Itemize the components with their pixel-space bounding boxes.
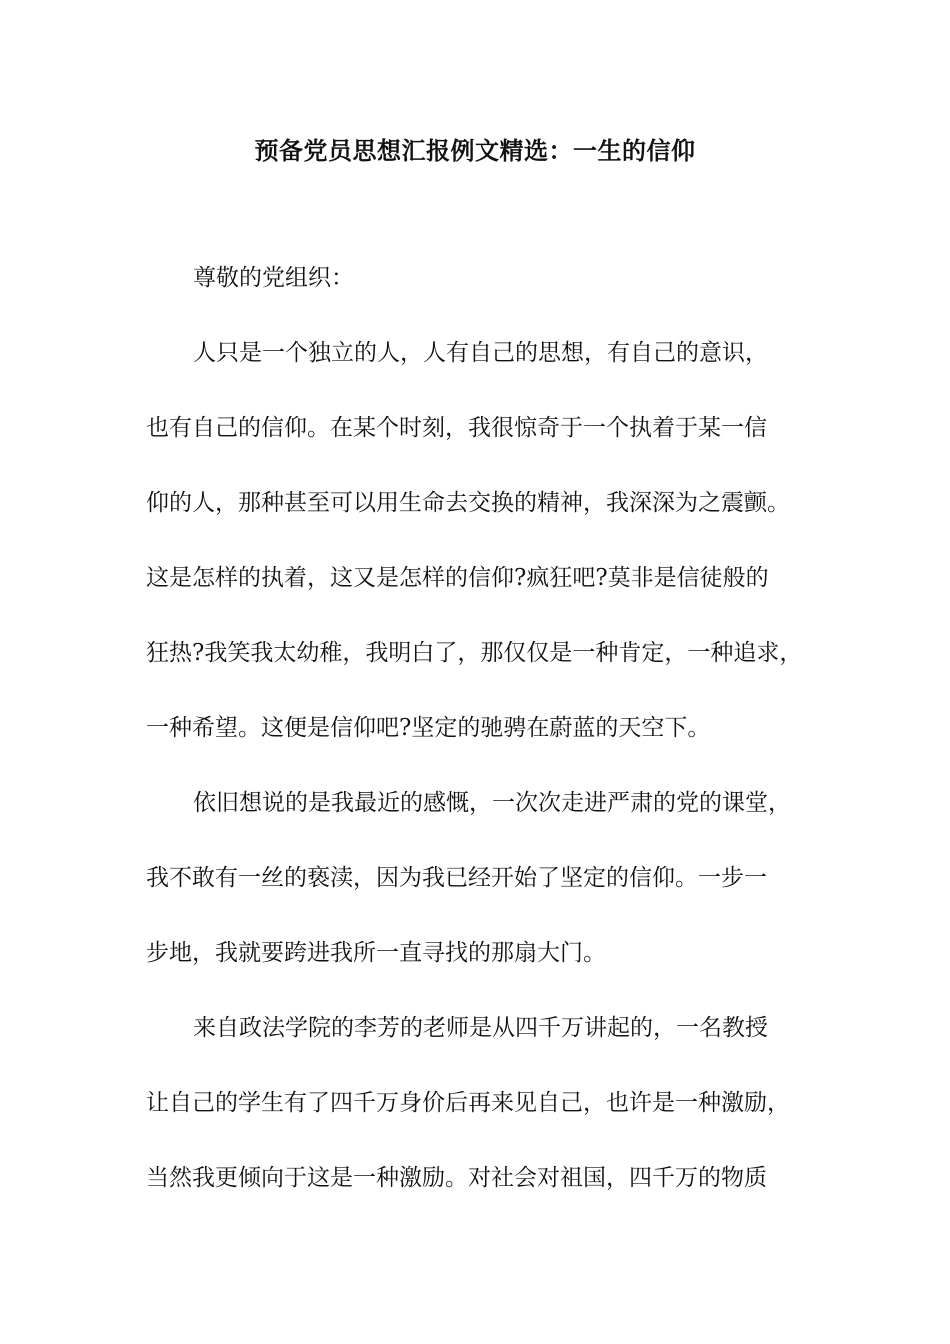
paragraph-1-line-6: 一种希望。这便是信仰吧?坚定的驰骋在蔚蓝的天空下。: [146, 715, 711, 741]
paragraph-1-line-1: 人只是一个独立的人，人有自己的思想，有自己的意识，: [193, 340, 768, 366]
paragraph-1-line-4: 这是怎样的执着，这又是怎样的信仰?疯狂吧?莫非是信徒般的: [146, 565, 769, 591]
paragraph-2-line-2: 我不敢有一丝的亵渎，因为我已经开始了坚定的信仰。一步一: [146, 865, 767, 891]
paragraph-3-line-1: 来自政法学院的李芳的老师是从四千万讲起的，一名教授: [193, 1015, 768, 1041]
paragraph-1-line-2: 也有自己的信仰。在某个时刻，我很惊奇于一个执着于某一信: [146, 415, 767, 441]
paragraph-2-line-1: 依旧想说的是我最近的感慨，一次次走进严肃的党的课堂，: [193, 790, 791, 816]
paragraph-2-line-3: 步地，我就要跨进我所一直寻找的那扇大门。: [146, 940, 606, 966]
document-title: 预备党员思想汇报例文精选：一生的信仰: [254, 136, 696, 165]
paragraph-1-line-3: 仰的人，那种甚至可以用生命去交换的精神，我深深为之震颤。: [146, 490, 790, 516]
salutation: 尊敬的党组织：: [193, 265, 354, 291]
paragraph-1-line-5: 狂热?我笑我太幼稚，我明白了，那仅仅是一种肯定，一种追求，: [146, 640, 803, 666]
paragraph-3-line-3: 当然我更倾向于这是一种激励。对社会对祖国，四千万的物质: [146, 1165, 767, 1191]
paragraph-3-line-2: 让自己的学生有了四千万身价后再来见自己，也许是一种激励，: [146, 1090, 790, 1116]
